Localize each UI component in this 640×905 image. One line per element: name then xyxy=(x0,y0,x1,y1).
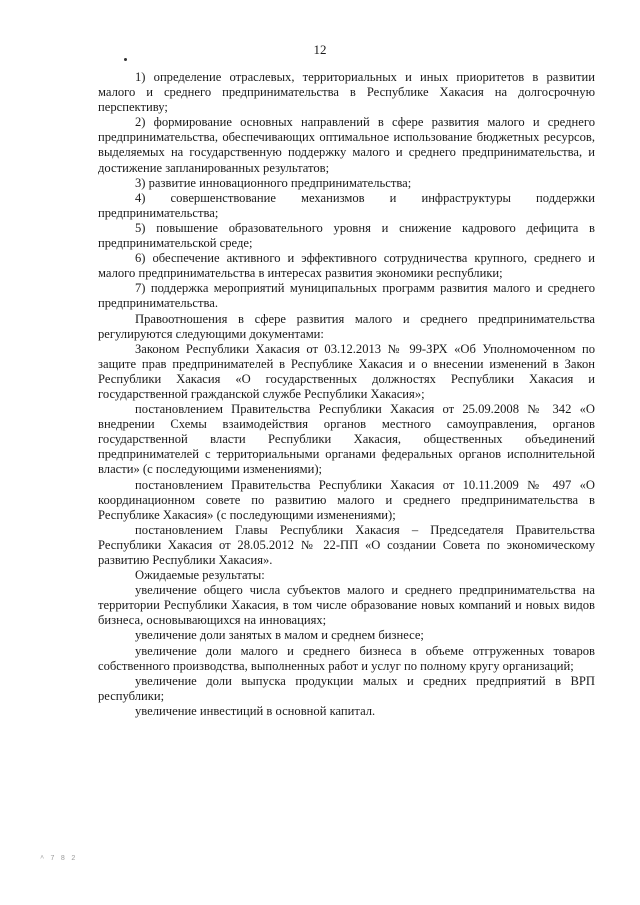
paragraph-item-1: 1) определение отраслевых, территориальных и иных приоритетов в развитии малого и среднего предпринимательства в Республике Хакасия на долгосрочную перспективу; xyxy=(98,70,595,115)
paragraph-expected-results-heading: Ожидаемые результаты: xyxy=(135,568,265,583)
paragraph-resolution-342: постановлением Правительства Республики Хакасия от 25.09.2008 № 342 «О внедрении Схемы взаимодействия органов местного самоуправления, органов государственной власти Республики Хакасия, общественных объединений предпринимателей с территориальными органами федеральных органов исполнительной власти» (с последующими изменениями); xyxy=(98,402,595,477)
paragraph-resolution-22: постановлением Главы Республики Хакасия – Председателя Правительства Республики Хакасия от 28.05.2012 № 22-ПП «О создании Совета по экономическому развитию Республики Хакасия». xyxy=(98,522,595,567)
paragraph-item-5: 5) повышение образовательного уровня и снижение кадрового дефицита в предпринимательской среде; xyxy=(98,220,595,251)
page-number: 12 xyxy=(313,42,327,57)
paragraph-result-1: увеличение общего числа субъектов малого и среднего предпринимательства на территории Республики Хакасия, в том числе образование новых компаний и новых видов бизнеса, основывающихся на инновациях; xyxy=(98,583,595,628)
paragraph-item-4: 4) совершенствование механизмов и инфраструктуры поддержки предпринимательства; xyxy=(98,190,595,220)
scan-dot xyxy=(124,58,127,61)
paragraph-legal-intro: Правоотношения в сфере развития малого и среднего предпринимательства регулируются следующими документами: xyxy=(98,311,595,341)
paragraph-item-6: 6) обеспечение активного и эффективного сотрудничества крупного, среднего и малого предпринимательства в интересах развития экономики республики; xyxy=(98,251,595,281)
paragraph-result-3: увеличение доли малого и среднего бизнеса в объеме отгруженных товаров собственного производства, выполненных работ и услуг по полному кругу организаций; xyxy=(98,643,595,673)
paragraph-item-2: 2) формирование основных направлений в сфере развития малого и среднего предпринимательства, обеспечивающих оптимальное использование бюджетных ресурсов, выделяемых на государственную поддержку малого и среднего предпринимательства, и достижение запланированных результатов; xyxy=(98,115,595,175)
footer-mark: ^ 7 8 2 xyxy=(40,855,77,863)
paragraph-result-2: увеличение доли занятых в малом и среднем бизнесе; xyxy=(135,628,424,643)
paragraph-resolution-497: постановлением Правительства Республики Хакасия от 10.11.2009 № 497 «О координационном совете по развитию малого и среднего предпринимательства в Республике Хакасия» (с последующими изменениями); xyxy=(98,477,595,522)
paragraph-law-99: Законом Республики Хакасия от 03.12.2013 № 99-ЗРХ «Об Уполномоченном по защите прав предпринимателей в Республике Хакасия и о внесении изменений в Закон Республики Хакасия «О государственных должностях Республики Хакасия и государственной гражданской службе Республики Хакасия»; xyxy=(98,341,595,401)
paragraph-result-5: увеличение инвестиций в основной капитал. xyxy=(135,703,376,718)
paragraph-result-4: увеличение доли выпуска продукции малых и средних предприятий в ВРП республики; xyxy=(98,673,595,703)
document-body xyxy=(98,70,595,719)
paragraph-item-3: 3) развитие инновационного предпринимательства; xyxy=(135,175,412,190)
paragraph-item-7: 7) поддержка мероприятий муниципальных программ развития малого и среднего предпринимательства. xyxy=(98,281,595,311)
